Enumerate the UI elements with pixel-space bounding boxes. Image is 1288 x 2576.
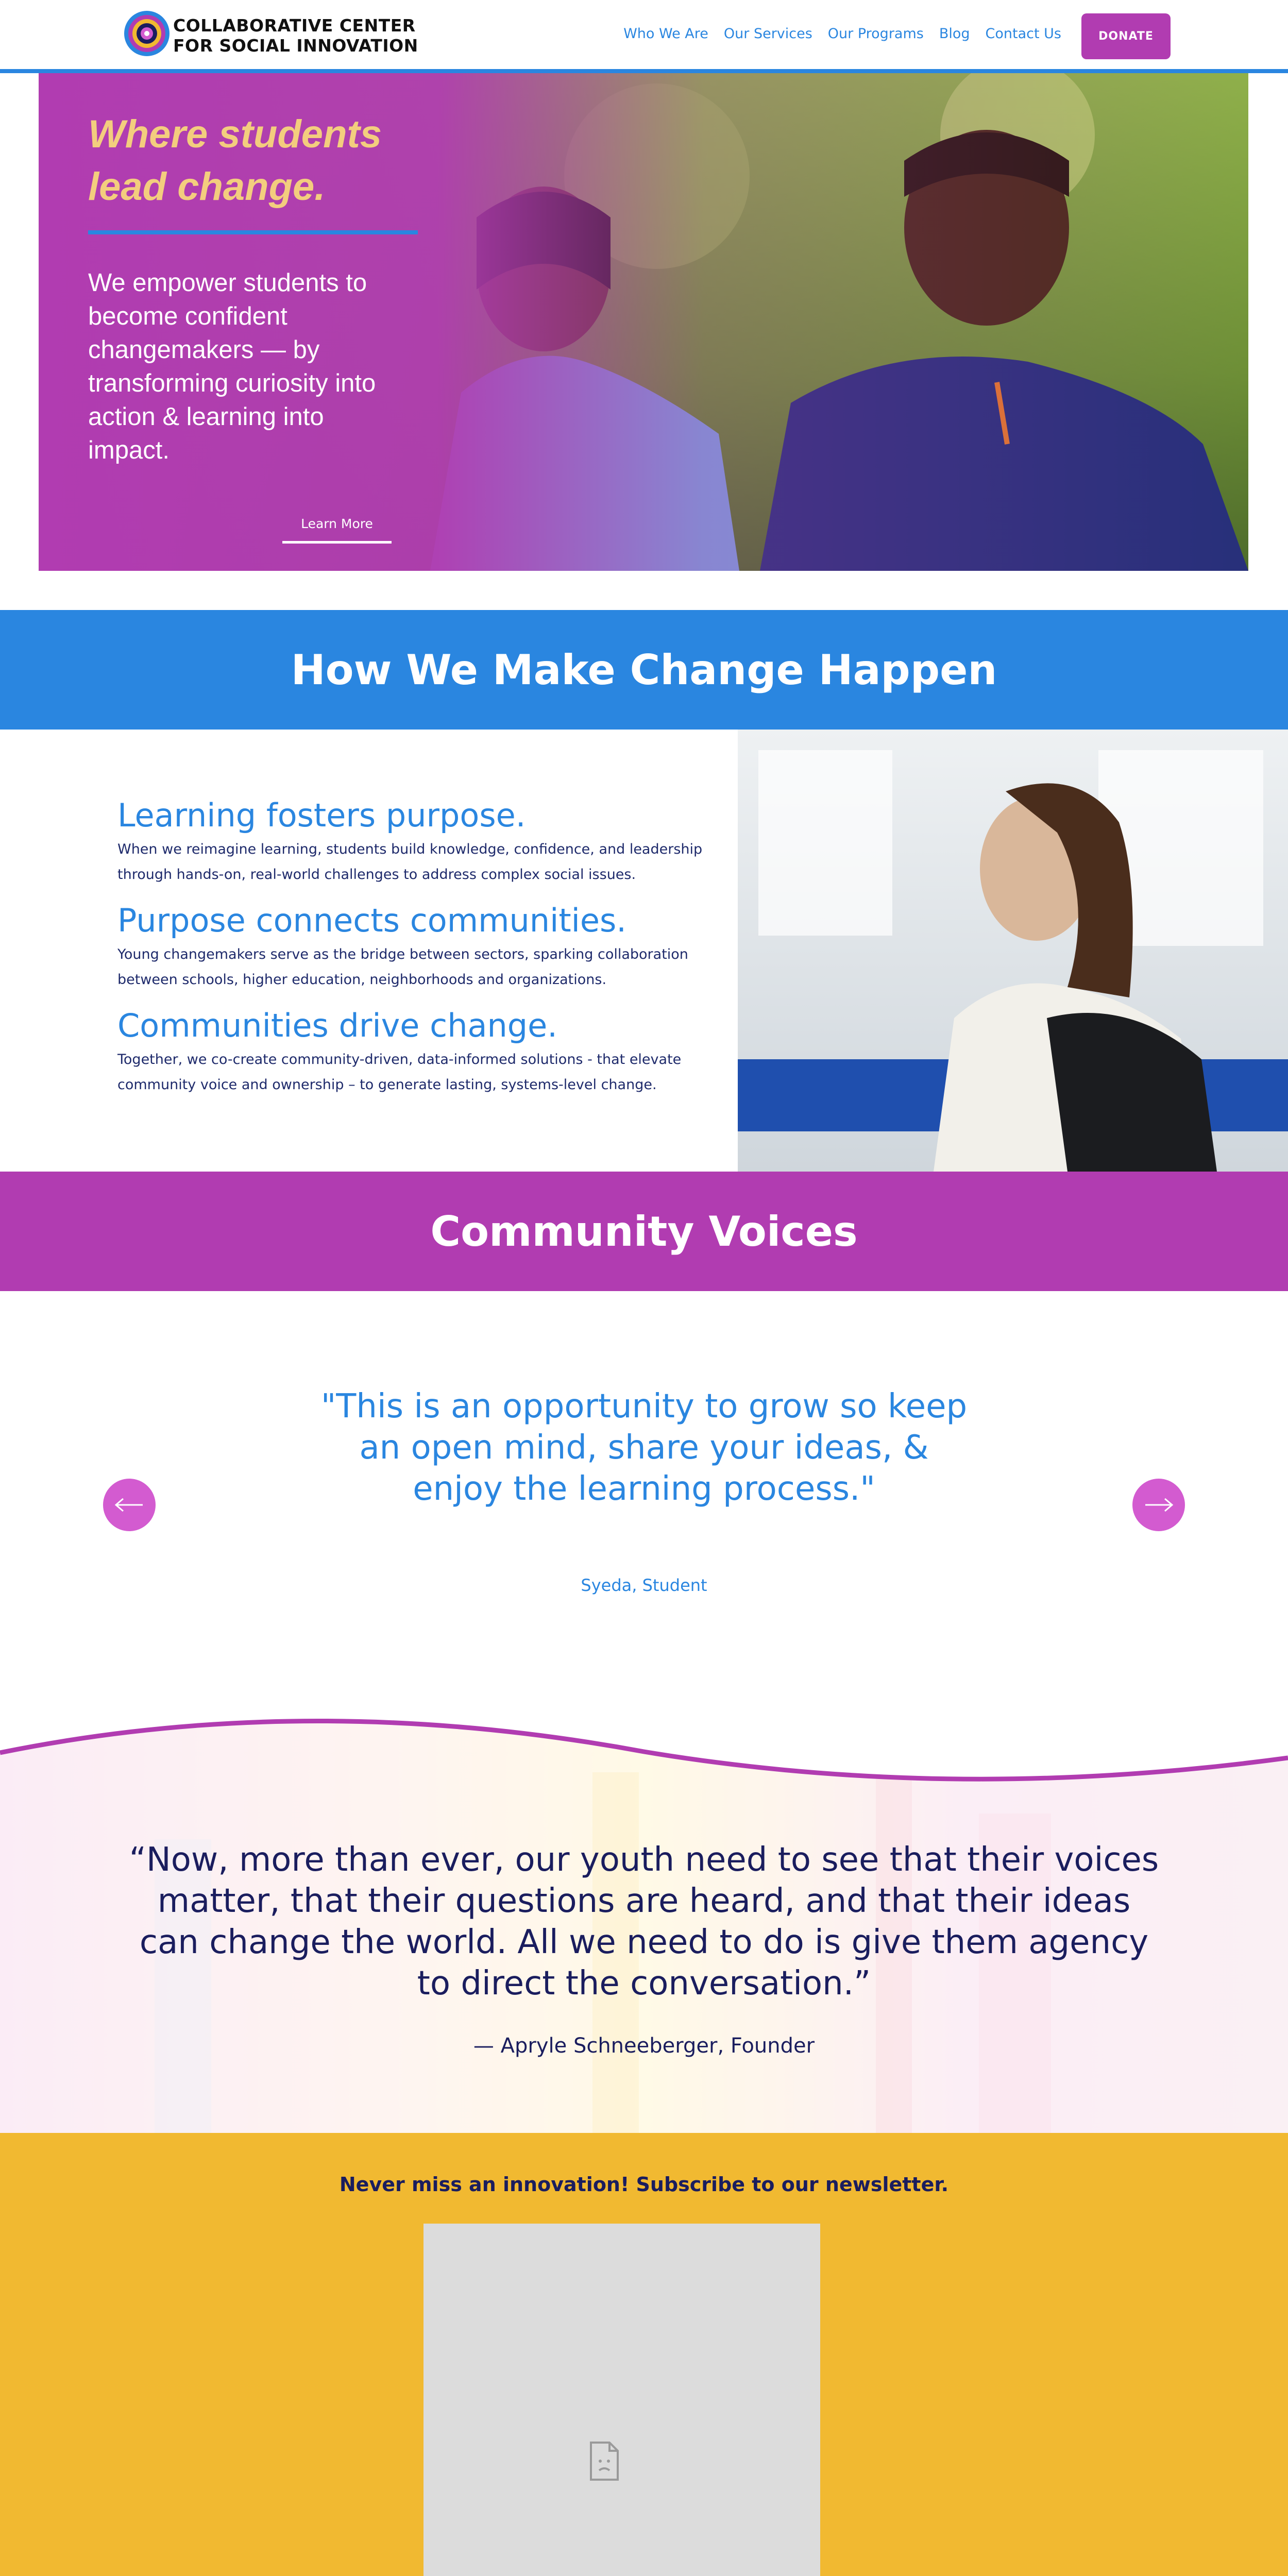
community-voices-band [0,1172,1288,1291]
how-block-communities [117,1008,710,1097]
logo-line-1: COLLABORATIVE CENTER [173,15,416,36]
how-block-text: When we reimagine learning, students build knowledge, confidence, and leadership through hands-on, real-world challenges to address complex social issues. [117,841,703,883]
next-arrow-button[interactable] [1132,1479,1185,1531]
logo-text[interactable] [173,15,418,56]
founder-attribution: — Apryle Schneeberger, Founder [473,2034,815,2058]
arrow-left-icon [114,1497,145,1513]
how-block-text: Together, we co-create community-driven, data-informed solutions - that elevate community voice and ownership – to generate lasting, systems-level change. [117,1052,682,1093]
how-block-purpose [117,903,710,992]
hero-title-line-1: Where students [88,112,382,156]
learn-more-button[interactable]: Learn More [282,511,392,544]
prev-arrow-button[interactable] [103,1479,156,1531]
hero-divider [88,230,418,234]
logo-icon[interactable] [123,9,171,58]
hero-title-line-2: lead change. [88,165,326,209]
how-block-learning [117,798,710,887]
how-block-title: Learning fosters purpose. [117,796,526,834]
how-block-title: Communities drive change. [117,1007,558,1044]
nav-our-programs[interactable]: Our Programs [827,26,924,42]
hero-title [88,108,449,213]
founder-quote-section [0,1710,1288,2133]
community-voices-heading: Community Voices [430,1207,858,1256]
newsletter-embed[interactable] [423,2224,820,2576]
how-text-panel [0,730,738,1172]
how-block-text: Young changemakers serve as the bridge between sectors, sparking collaboration between schools, higher education, neighborhoods and organizations. [117,946,688,988]
student-photo [738,730,1288,1172]
logo-line-2: FOR SOCIAL INNOVATION [173,36,418,56]
main-nav [623,26,1061,42]
how-heading-band [0,610,1288,730]
nav-blog[interactable]: Blog [939,26,970,42]
newsletter-title: Never miss an innovation! Subscribe to our newsletter. [339,2173,949,2196]
testimonial-quote: "This is an opportunity to grow so keep an open mind, share your ideas, & enjoy the learning process." [320,1387,968,1508]
nav-who-we-are[interactable]: Who We Are [623,26,708,42]
testimonial-author: Syeda, Student [581,1575,707,1595]
donate-button[interactable]: DONATE [1081,13,1171,59]
hero-body-text: We empower students to become confident changemakers — by transforming curiosity into action & learning into impact. [88,269,376,464]
how-heading: How We Make Change Happen [291,646,997,694]
how-block-title: Purpose connects communities. [117,902,627,939]
nav-contact-us[interactable]: Contact Us [985,26,1061,42]
site-header [0,0,1288,73]
hero-section [39,73,1248,571]
arrow-right-icon [1143,1497,1174,1513]
nav-our-services[interactable]: Our Services [723,26,812,42]
broken-document-icon [588,2441,621,2482]
founder-quote-text: “Now, more than ever, our youth need to see that their voices matter, that their questions are heard, and that their ideas can change the world. All we need to do is give them agency to direct the conversation.” [129,1841,1159,2003]
